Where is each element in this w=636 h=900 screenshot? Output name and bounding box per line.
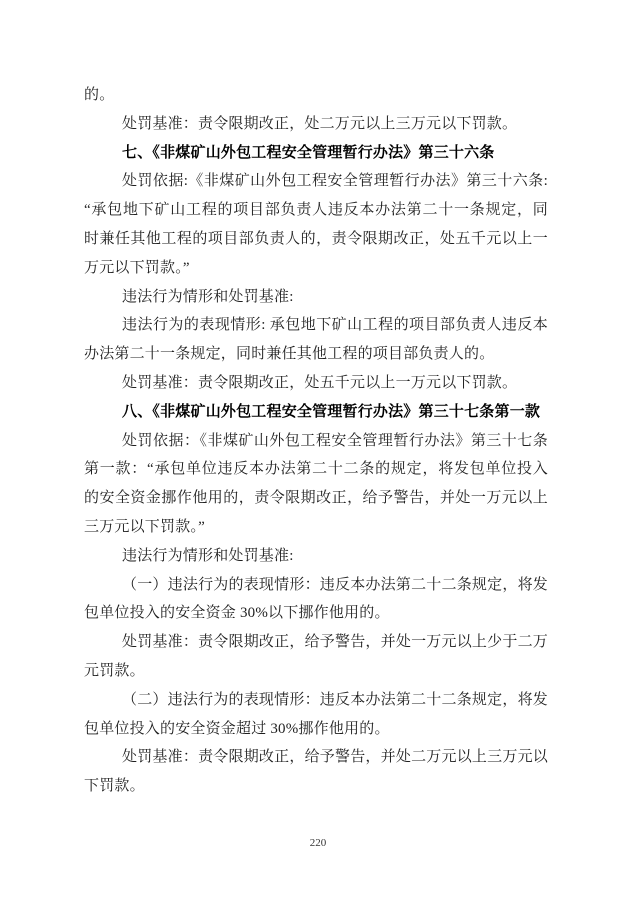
- text-line: 处罚依据：《非煤矿山外包工程安全管理暂行办法》第三十七条: [122, 432, 548, 449]
- text-line: 元罚款。: [84, 662, 145, 679]
- text-line: 处罚基准：责令限期改正，处二万元以上三万元以下罚款。: [122, 115, 518, 132]
- document-body: [84, 81, 548, 801]
- text-line: 三万元以下罚款。”: [84, 518, 205, 535]
- text-line: （二）违法行为的表现情形：违反本办法第二十二条规定，将发: [122, 691, 548, 708]
- text-line: 办法第二十一条规定，同时兼任其他工程的项目部负责人的。: [84, 346, 495, 363]
- section-heading: 七、《非煤矿山外包工程安全管理暂行办法》第三十六条: [122, 144, 495, 161]
- text-line: 万元以下罚款。”: [84, 259, 190, 276]
- text-line: 的。: [84, 87, 115, 103]
- text-line: 处罚基准：责令限期改正，给予警告，并处一万元以上少于二万: [122, 634, 548, 651]
- page-number: 220: [309, 837, 327, 849]
- text-line: 处罚基准：责令限期改正，给予警告，并处二万元以上三万元以: [122, 749, 548, 766]
- text-line: 的安全资金挪作他用的，责令限期改正，给予警告，并处一万元以上: [84, 490, 548, 507]
- text-line: 违法行为的表现情形: 承包地下矿山工程的项目部负责人违反本: [122, 317, 548, 334]
- text-line: 包单位投入的安全资金 30%以下挪作他用的。: [84, 605, 390, 622]
- text-line: “承包地下矿山工程的项目部负责人违反本办法第二十一条规定，同: [84, 202, 548, 219]
- text-line: 时兼任其他工程的项目部负责人的，责令限期改正，处五千元以上一: [84, 230, 548, 247]
- section-heading: 八、《非煤矿山外包工程安全管理暂行办法》第三十七条第一款: [122, 403, 541, 420]
- text-line: 违法行为情形和处罚基准:: [122, 547, 294, 564]
- text-line: 处罚依据:《非煤矿山外包工程安全管理暂行办法》第三十六条:: [122, 173, 548, 190]
- text-line: 第一款：“承包单位违反本办法第二十二条的规定，将发包单位投入: [84, 461, 548, 478]
- text-line: 包单位投入的安全资金超过 30%挪作他用的。: [84, 720, 390, 737]
- text-line: 处罚基准：责令限期改正，处五千元以上一万元以下罚款。: [122, 374, 518, 391]
- text-line: 违法行为情形和处罚基准:: [122, 288, 294, 305]
- text-line: （一）违法行为的表现情形：违反本办法第二十二条规定，将发: [122, 576, 548, 593]
- text-line: 下罚款。: [84, 778, 145, 795]
